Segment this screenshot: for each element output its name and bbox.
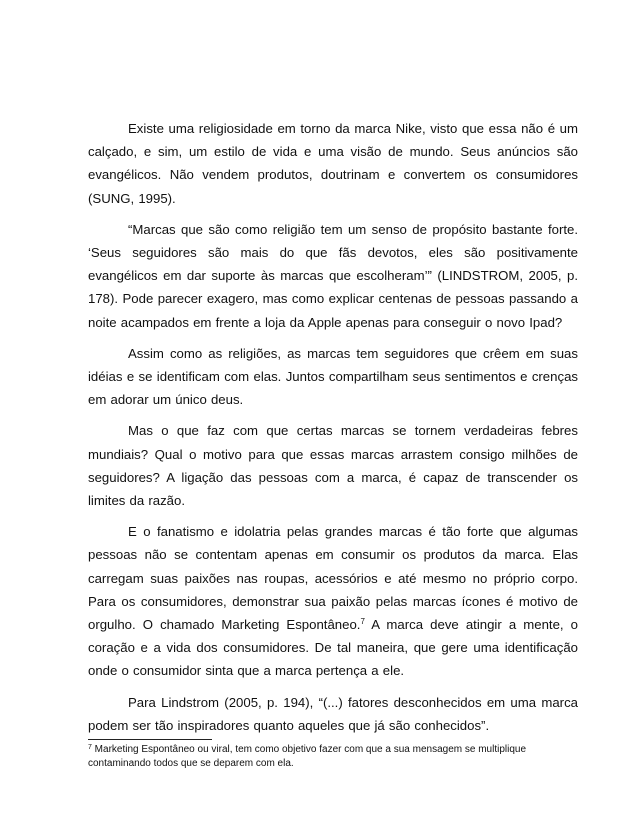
paragraph-nike: Existe uma religiosidade em torno da marca Nike, visto que essa não é um calçado, e sim, um estilo de vida e uma visão de mundo. Seus anúncios são evangélicos. Não vendem produtos, doutrinam e convertem os consumidores (SUNG, 1995). (88, 121, 578, 206)
footnote-reference: 7 (360, 617, 365, 627)
paragraph-fanaticism-text-after: A marca deve atingir a mente, o coração e a vida dos consumidores. De tal maneira, que gere uma identificação onde o consumidor sinta que a marca pertença a ele. (88, 617, 578, 679)
footnote (88, 743, 558, 771)
footnote-divider (88, 739, 212, 740)
paragraph-fanaticism (88, 520, 578, 682)
footnote-text: Marketing Espontâneo ou viral, tem como objetivo fazer com que a sua mensagem se multiplique contaminando todos que se deparem com ela. (88, 744, 527, 769)
paragraph-lindstrom-quote: Para Lindstrom (2005, p. 194), “(...) fatores desconhecidos em uma marca podem ser tão inspiradores quanto aqueles que já são conhecidos”. (88, 694, 578, 733)
paragraph-fanaticism-text-before: E o fanatismo e idolatria pelas grandes marcas é tão forte que algumas pessoas não se contentam apenas em consumir os produtos da marca. Elas carregam suas paixões nas roupas, acessórios e até mesmo no próprio corpo. Para os consumidores, demonstrar sua paixão pelas marcas ícones é motivo de orgulho. O chamado Marketing Espontâneo. (88, 524, 578, 633)
paragraph-followers: Assim como as religiões, as marcas tem seguidores que crêem em suas idéias e se identificam com elas. Juntos compartilham seus sentimentos e crenças em adorar um único deus. (88, 345, 578, 408)
footnote-number: 7 (88, 744, 92, 751)
paragraph-global-fevers: Mas o que faz com que certas marcas se tornem verdadeiras febres mundiais? Qual o motivo para que essas marcas arrastem consigo milhões de seguidores? A ligação das pessoas com a marca, é capaz de transcender os limites da razão. (88, 423, 578, 509)
paragraph-brands-religion-quote: “Marcas que são como religião tem um senso de propósito bastante forte. ‘Seus seguidores são mais do que fãs devotos, eles são positivamente evangélicos em dar suporte às marcas que escolheram’” (LINDSTROM, 2005, p. 178). Pode parecer exagero, mas como explicar centenas de pessoas passando a noite acampados em frente a loja da Apple apenas para conseguir o novo Ipad? (88, 221, 578, 330)
body-text (88, 117, 578, 745)
